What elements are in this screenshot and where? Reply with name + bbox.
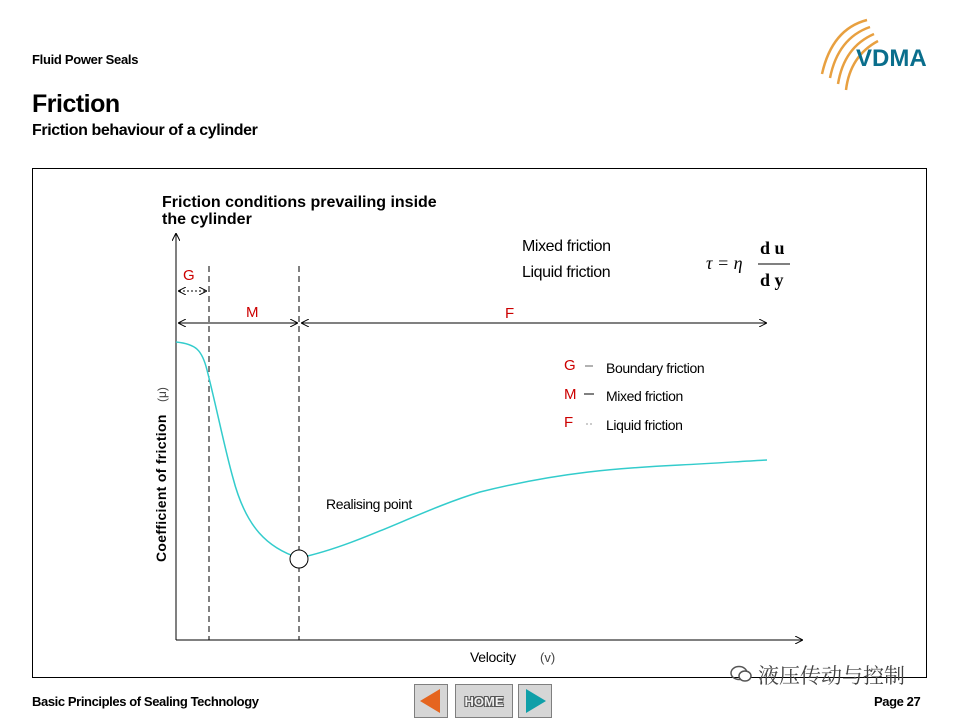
- previous-page-button[interactable]: [414, 684, 448, 718]
- legend-label-m: Mixed friction: [606, 388, 683, 404]
- x-axis-label: Velocity: [470, 649, 516, 665]
- watermark: [730, 660, 905, 690]
- realising-point-label: Realising point: [326, 496, 412, 512]
- top-legend-liquid: Liquid friction: [522, 264, 611, 281]
- formula-denominator: d y: [760, 270, 784, 290]
- header-label: Fluid Power Seals: [32, 52, 139, 67]
- top-legend-mixed: Mixed friction: [522, 238, 611, 255]
- logo-text: VDMA: [856, 45, 927, 72]
- page-subtitle: Friction behaviour of a cylinder: [32, 122, 258, 139]
- x-axis-symbol: (v): [540, 650, 556, 665]
- arrow-left-icon: [415, 685, 447, 717]
- footer-title: Basic Principles of Sealing Technology: [32, 694, 259, 709]
- page-number: Page 27: [874, 694, 921, 709]
- legend-label-g: Boundary friction: [606, 360, 705, 376]
- page-title: Friction: [32, 90, 120, 118]
- legend-label-f: Liquid friction: [606, 417, 683, 433]
- realising-point-marker: [290, 550, 308, 568]
- legend-key-f: F: [564, 414, 574, 431]
- arrow-right-icon: [519, 685, 551, 717]
- legend-key-m: M: [564, 386, 577, 403]
- formula-numerator: d u: [760, 238, 785, 258]
- formula-lhs: τ = η: [706, 253, 743, 273]
- legend-key-g: G: [564, 357, 576, 374]
- region-label-f: F: [505, 305, 515, 322]
- diagram-heading-line2: the cylinder: [162, 211, 252, 228]
- region-label-m: M: [246, 304, 259, 321]
- home-button[interactable]: HOME: [455, 684, 513, 718]
- watermark-text: 液压传动与控制: [758, 665, 905, 688]
- y-axis-label: Coefficient of friction: [153, 414, 169, 562]
- next-page-button[interactable]: [518, 684, 552, 718]
- diagram-heading-line1: Friction conditions prevailing inside: [162, 194, 437, 211]
- y-axis-symbol: (μ): [155, 387, 169, 402]
- region-label-g: G: [183, 267, 195, 284]
- wechat-icon: [730, 664, 752, 690]
